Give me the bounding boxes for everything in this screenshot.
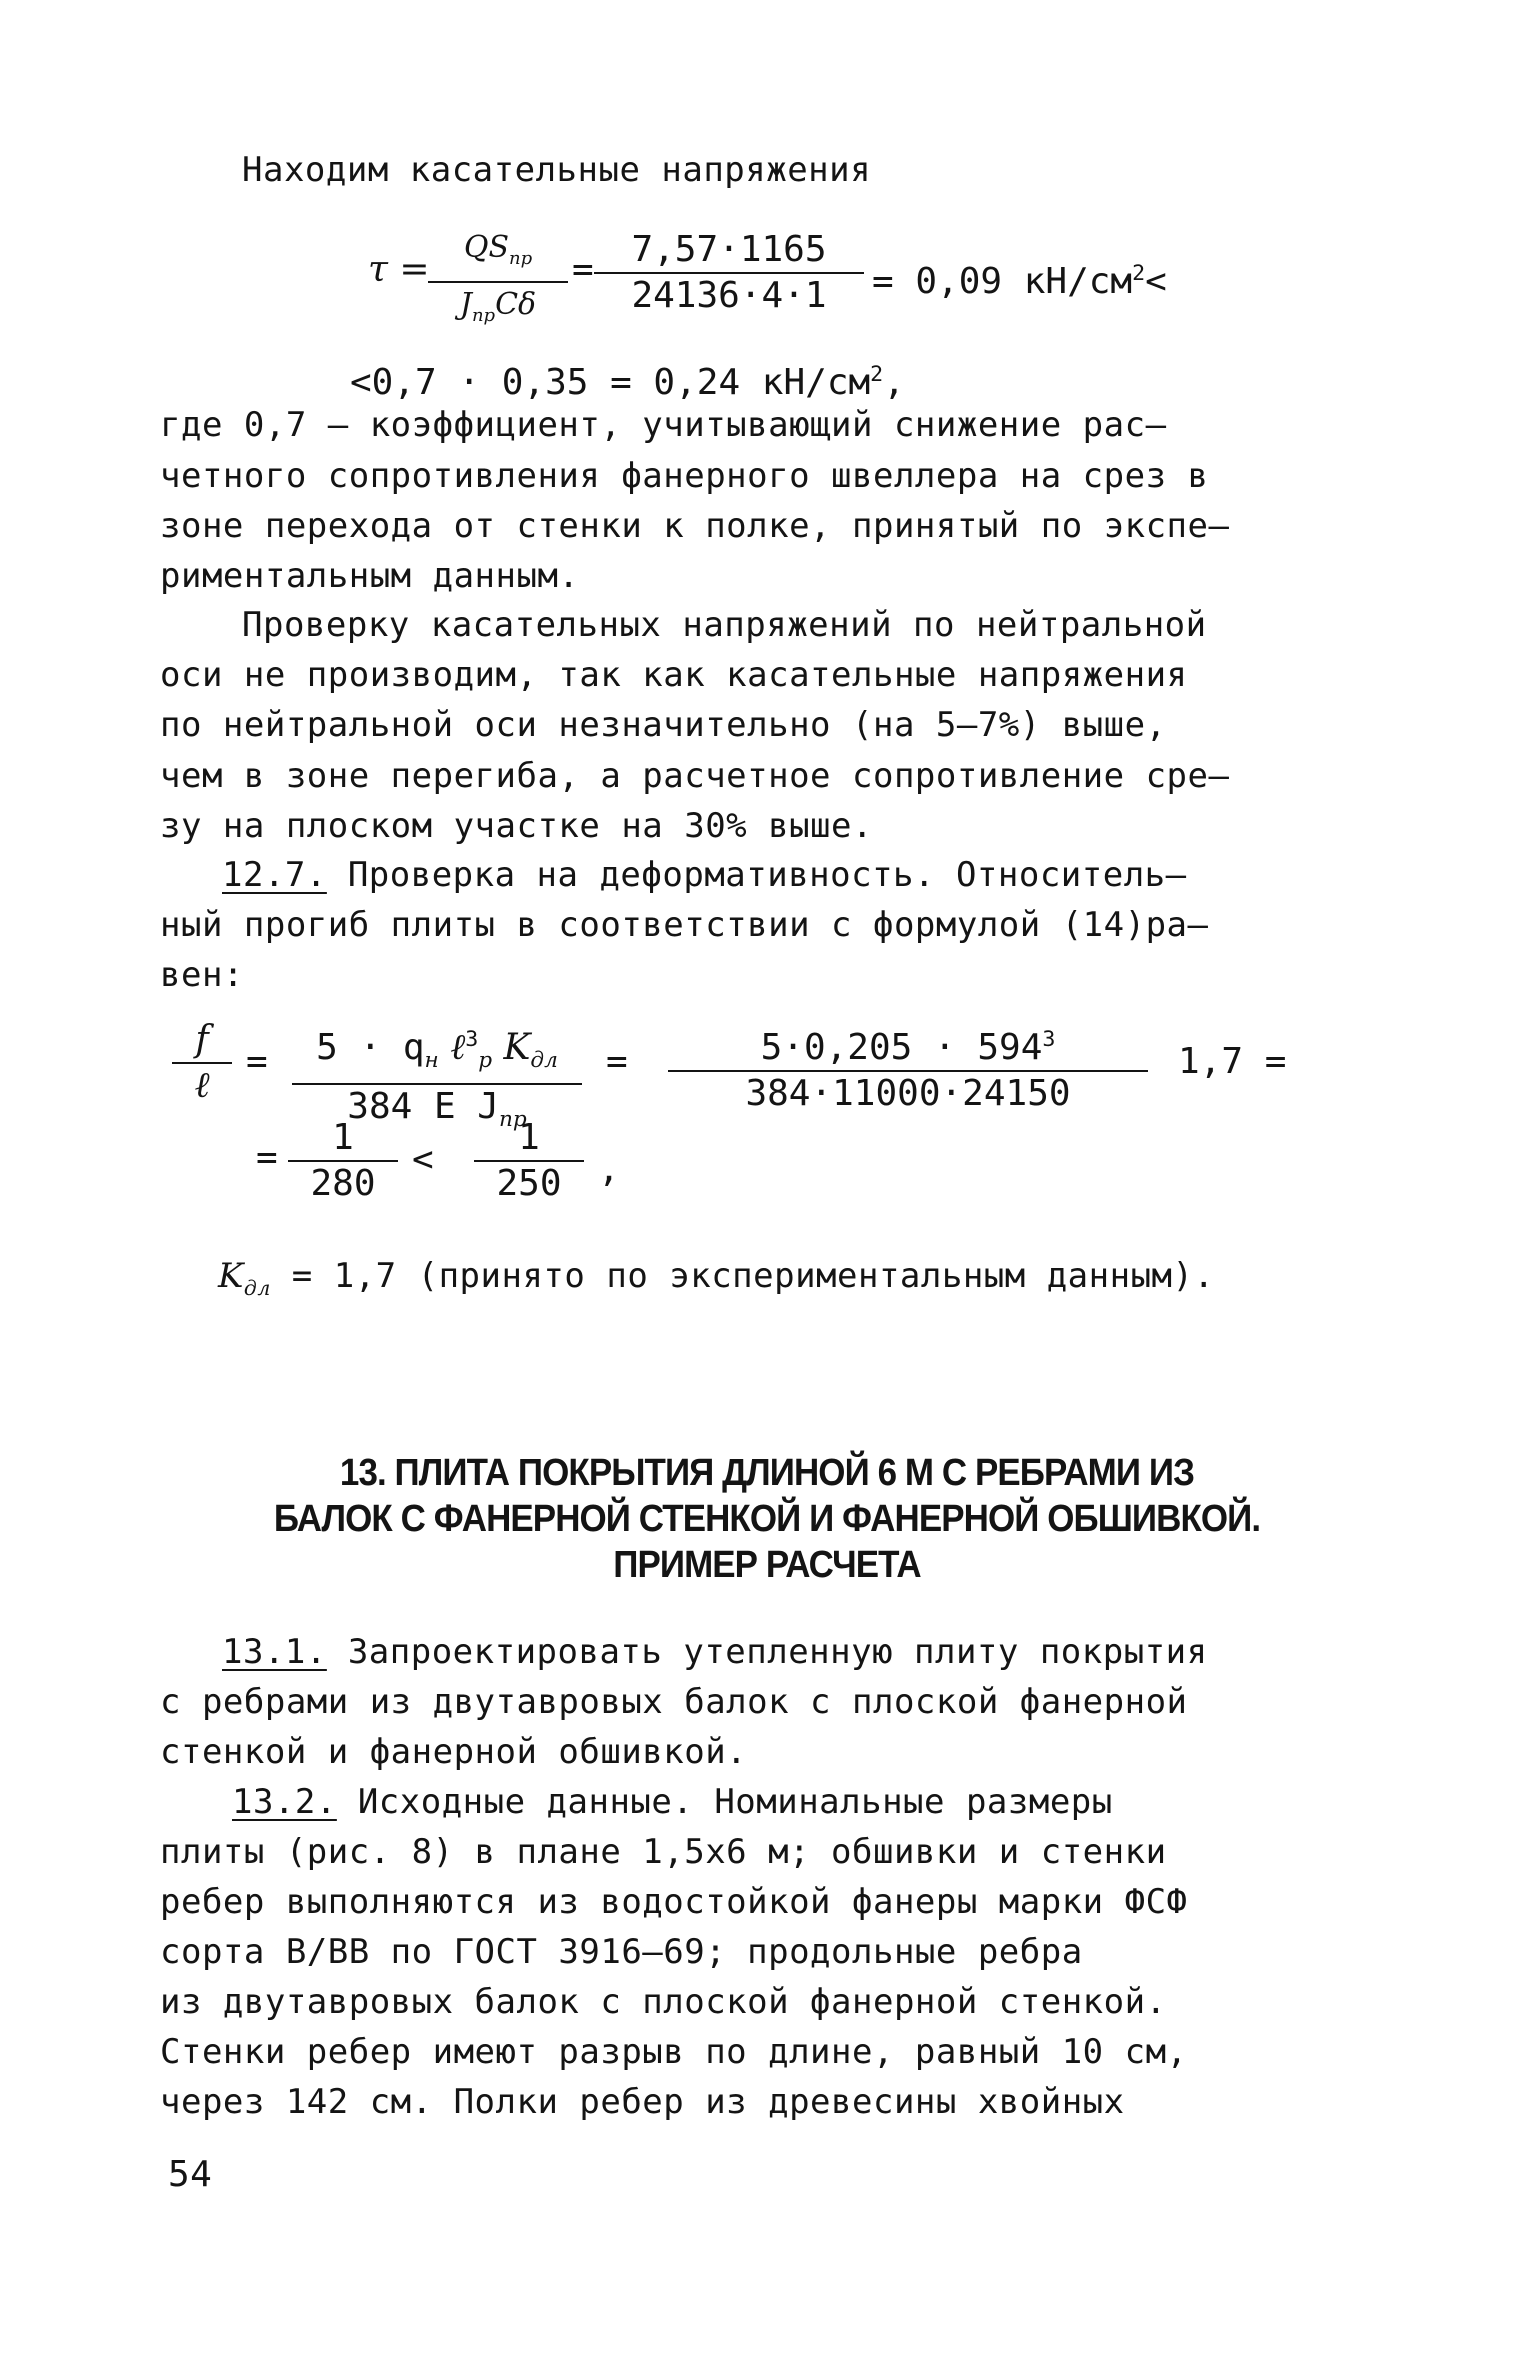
section-number: 13.1. (222, 1632, 327, 1672)
formula2-frac2: $5 \cdot q_н$ ℓ$^3_р$ $K_{дл}$ 384 E $J_{пр}$ (292, 1018, 582, 1142)
paragraph-line: 13.1. Запроектировать утепленную плиту покрытия (222, 1632, 1208, 1672)
paragraph-line: чем в зоне перегиба, а расчетное сопротивление сре– (160, 756, 1230, 796)
paragraph-line: где 0,7 – коэффициент, учитывающий снижение рас– (160, 405, 1167, 445)
section-number: 12.7. (222, 855, 327, 895)
formula2-frac3: $\frac{5\cdot 0,205 \cdot 594^3}{384\cdot 11000\cdot 24150}$ (668, 1018, 1148, 1116)
formula2-comma: , (598, 1149, 620, 1190)
formula2-eq2: = (606, 1041, 628, 1082)
paragraph-line: 13.2. Исходные данные. Номинальные размеры (232, 1782, 1113, 1822)
formula2-lt: < (412, 1139, 434, 1180)
formula1-eq: = (572, 249, 594, 290)
paragraph-line: из двутавровых балок с плоской фанерной стенкой. (160, 1982, 1167, 2022)
heading-line: БАЛОК С ФАНЕРНОЙ СТЕНКОЙ И ФАНЕРНОЙ ОБШИВКОЙ. (273, 1498, 1261, 1540)
section-heading (209, 1450, 1326, 1588)
paragraph-line: ный прогиб плиты в соответствии с формулой (14)ра– (160, 905, 1209, 945)
formula2-tail: 1,7 = (1178, 1041, 1287, 1082)
paragraph-line: вен: (160, 955, 244, 995)
paragraph-line: Проверку касательных напряжений по нейтральной (242, 605, 1207, 645)
intro-text: Находим касательные напряжения (242, 150, 872, 190)
formula1-frac1: $QS_{пр}$ $J_{пр}C\delta$ (428, 226, 568, 338)
paragraph-line: через 142 см. Полки ребер из древесины хвойных (160, 2082, 1125, 2122)
paragraph-line: четного сопротивления фанерного швеллера на срез в (160, 456, 1209, 496)
paragraph-line: Стенки ребер имеют разрыв по длине, равный 10 см, (160, 2032, 1188, 2072)
paragraph-line: риментальным данным. (160, 556, 580, 596)
formula1-line2: <0,7 · 0,35 = 0,24 $кН/см^2$, (350, 362, 905, 403)
paragraph-line: по нейтральной оси незначительно (на 5–7%) выше, (160, 705, 1167, 745)
paragraph-line: зу на плоском участке на 30% выше. (160, 806, 873, 846)
formula2-eq1: = (246, 1041, 268, 1082)
page-number: 54 (168, 2154, 213, 2195)
paragraph-line: с ребрами из двутавровых балок с плоской фанерной (160, 1682, 1188, 1722)
heading-line: 13. ПЛИТА ПОКРЫТИЯ ДЛИНОЙ 6 М С РЕБРАМИ ИЗ (339, 1452, 1195, 1494)
formula2-eq3: = (256, 1137, 278, 1178)
paragraph-line: плиты (рис. 8) в плане 1,5x6 м; обшивки и стенки (160, 1832, 1167, 1872)
formula1-result: = 0,09 $кН/см^2<$ (872, 261, 1167, 302)
kdl-line: $K_{дл} = 1,7$ (принято по экспериментальным данным). (218, 1256, 1215, 1300)
paragraph-line: стенкой и фанерной обшивкой. (160, 1732, 748, 1772)
paragraph-line: зоне перехода от стенки к полке, принятый по экспе– (160, 506, 1230, 546)
paragraph-line: оси не производим, так как касательные напряжения (160, 655, 1188, 695)
formula1-frac2: $\frac{7,57\cdot 1165}{24136\cdot 4\cdot 1}$ (594, 228, 864, 318)
formula2-frac5: $\frac{1}{250}$ (474, 1116, 584, 1206)
paragraph-line: 12.7. Проверка на деформативность. Относитель– (222, 855, 1187, 895)
formula1-lhs: τ = (368, 249, 430, 290)
paragraph-line: сорта В/ВВ по ГОСТ 3916–69; продольные ребра (160, 1932, 1083, 1972)
heading-line: ПРИМЕР РАСЧЕТА (613, 1544, 921, 1586)
paragraph-line: ребер выполняются из водостойкой фанеры марки ФСФ (160, 1882, 1188, 1922)
formula2-frac4: $\frac{1}{280}$ (288, 1116, 398, 1206)
formula2-frac1: f ℓ (172, 1018, 232, 1108)
section-number: 13.2. (232, 1782, 337, 1822)
